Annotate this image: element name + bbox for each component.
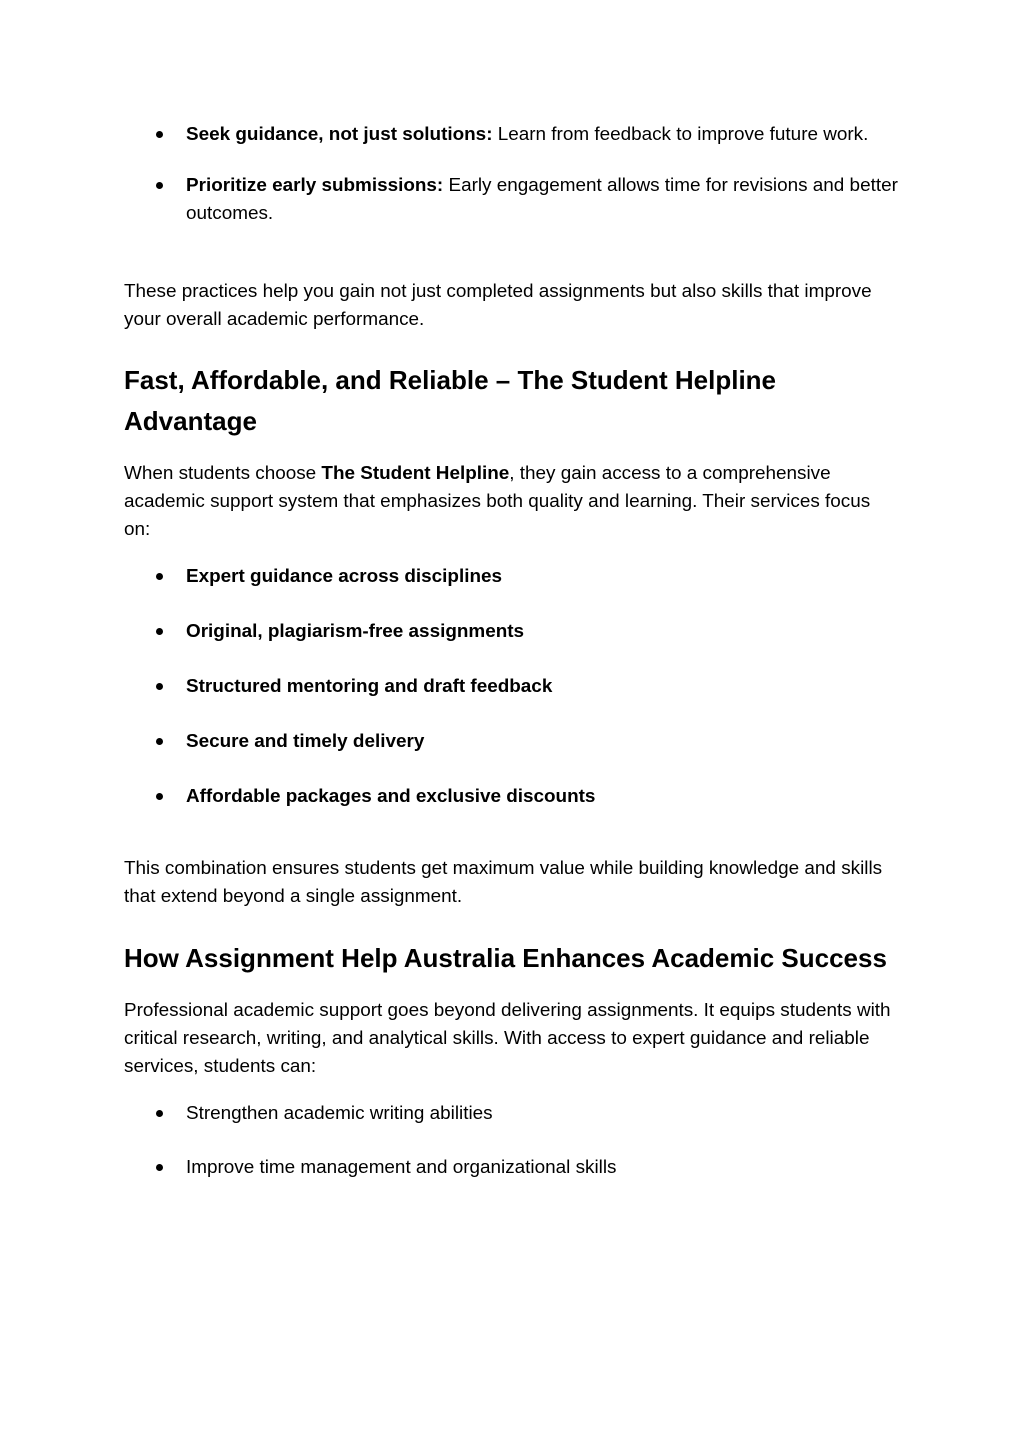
brand-name-bold: The Student Helpline — [321, 463, 510, 484]
paragraph-practices: These practices help you gain not just completed assignments but also skills that improve your overall academic performance. — [124, 281, 872, 330]
paragraph-when-students — [124, 460, 900, 544]
benefits-list — [124, 1100, 900, 1182]
list-item — [124, 172, 900, 228]
list-item-text: Secure and timely delivery — [186, 731, 425, 752]
list-item — [124, 728, 900, 756]
list-item — [124, 618, 900, 646]
bullet-icon — [156, 683, 163, 690]
paragraph-professional: Professional academic support goes beyond delivering assignments. It equips students with critical research, writing, and analytical skills. With access to expert guidance and reliable services, students can: — [124, 1000, 891, 1077]
list-item — [124, 1154, 900, 1182]
list-item-text: Affordable packages and exclusive discounts — [186, 786, 596, 807]
bullet-icon — [156, 628, 163, 635]
bullet-icon — [156, 1164, 163, 1171]
list-item-bold-lead: Seek guidance, not just solutions: — [186, 124, 493, 145]
list-item — [124, 121, 900, 149]
bullet-icon — [156, 738, 163, 745]
list-item-text: Early engagement allows time for revisions and better outcomes. — [186, 175, 898, 224]
bullet-icon — [156, 793, 163, 800]
services-list — [124, 563, 900, 811]
bullet-icon — [156, 131, 163, 138]
paragraph-combination: This combination ensures students get maximum value while building knowledge and skills that extend beyond a single assignment. — [124, 858, 883, 907]
list-item-text: Expert guidance across disciplines — [186, 566, 503, 587]
heading-success: How Assignment Help Australia Enhances Academic Success — [124, 943, 887, 973]
list-item-text: Learn from feedback to improve future work. — [492, 124, 869, 145]
list-item — [124, 1100, 900, 1128]
bullet-icon — [156, 182, 163, 189]
paragraph-text: When students choose — [124, 463, 322, 484]
paragraph-text: , they gain access to a comprehensive academic support system that emphasizes both quality and learning. Their services focus on: — [124, 463, 871, 540]
list-item — [124, 783, 900, 811]
list-item-text: Original, plagiarism-free assignments — [186, 621, 525, 642]
list-item-text: Strengthen academic writing abilities — [186, 1103, 493, 1124]
bullet-icon — [156, 573, 163, 580]
bullet-icon — [156, 1110, 163, 1117]
list-item — [124, 563, 900, 591]
heading-advantage: Fast, Affordable, and Reliable – The Student Helpline Advantage — [124, 365, 777, 436]
list-item-text: Structured mentoring and draft feedback — [186, 676, 553, 697]
list-item — [124, 673, 900, 701]
list-item-bold-lead: Prioritize early submissions: — [186, 175, 444, 196]
list-item-text: Improve time management and organizational skills — [186, 1157, 617, 1178]
tips-list — [124, 121, 900, 228]
